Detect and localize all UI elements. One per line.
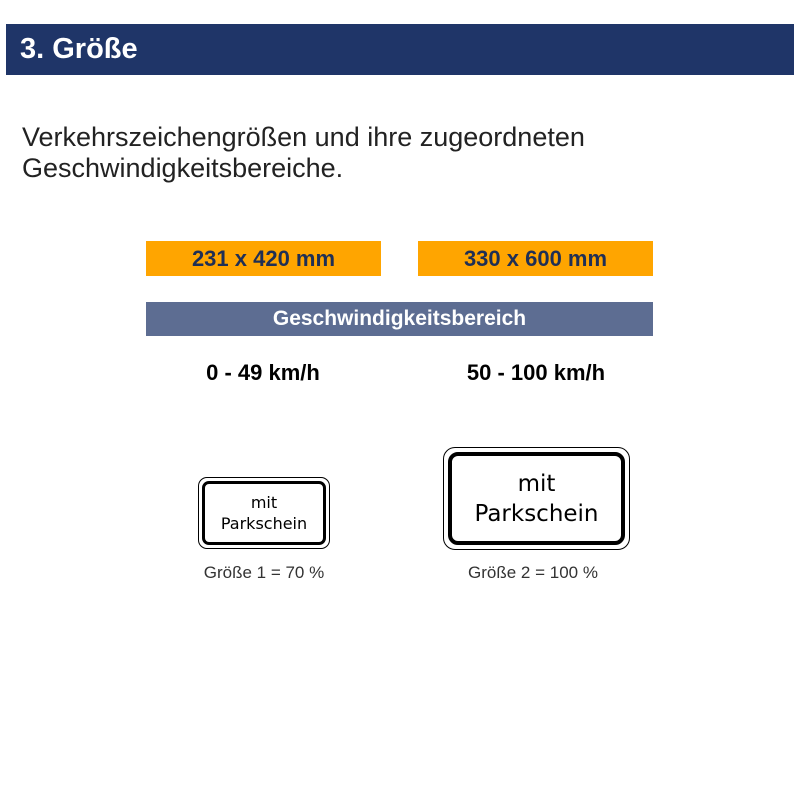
sign-text-line1: mit [250, 493, 278, 512]
section-header [6, 24, 794, 75]
sign-text-line2: Parkschein [474, 500, 599, 527]
sign-caption-2: Größe 2 = 100 % [468, 563, 598, 582]
sign-text-line1: mit [517, 470, 556, 497]
speed-range-header: Geschwindigkeitsbereich [146, 302, 653, 336]
parking-sign-size-2 [443, 447, 630, 550]
intro-text: Verkehrszeichengrößen und ihre zugeordneten Geschwindigkeitsbereiche. [22, 122, 585, 183]
section-title: 3. Größe [20, 33, 138, 65]
parking-sign-size-1 [198, 477, 330, 549]
sign-caption-1: Größe 1 = 70 % [203, 563, 325, 582]
size-label-1: 231 x 420 mm [146, 241, 381, 276]
size-label-2: 330 x 600 mm [418, 241, 653, 276]
speed-value-1: 0 - 49 km/h [206, 360, 320, 385]
speed-value-2: 50 - 100 km/h [466, 360, 606, 385]
sign-inner-frame [202, 481, 326, 545]
sign-text-line2: Parkschein [220, 514, 308, 533]
sign-inner-frame [448, 452, 625, 545]
